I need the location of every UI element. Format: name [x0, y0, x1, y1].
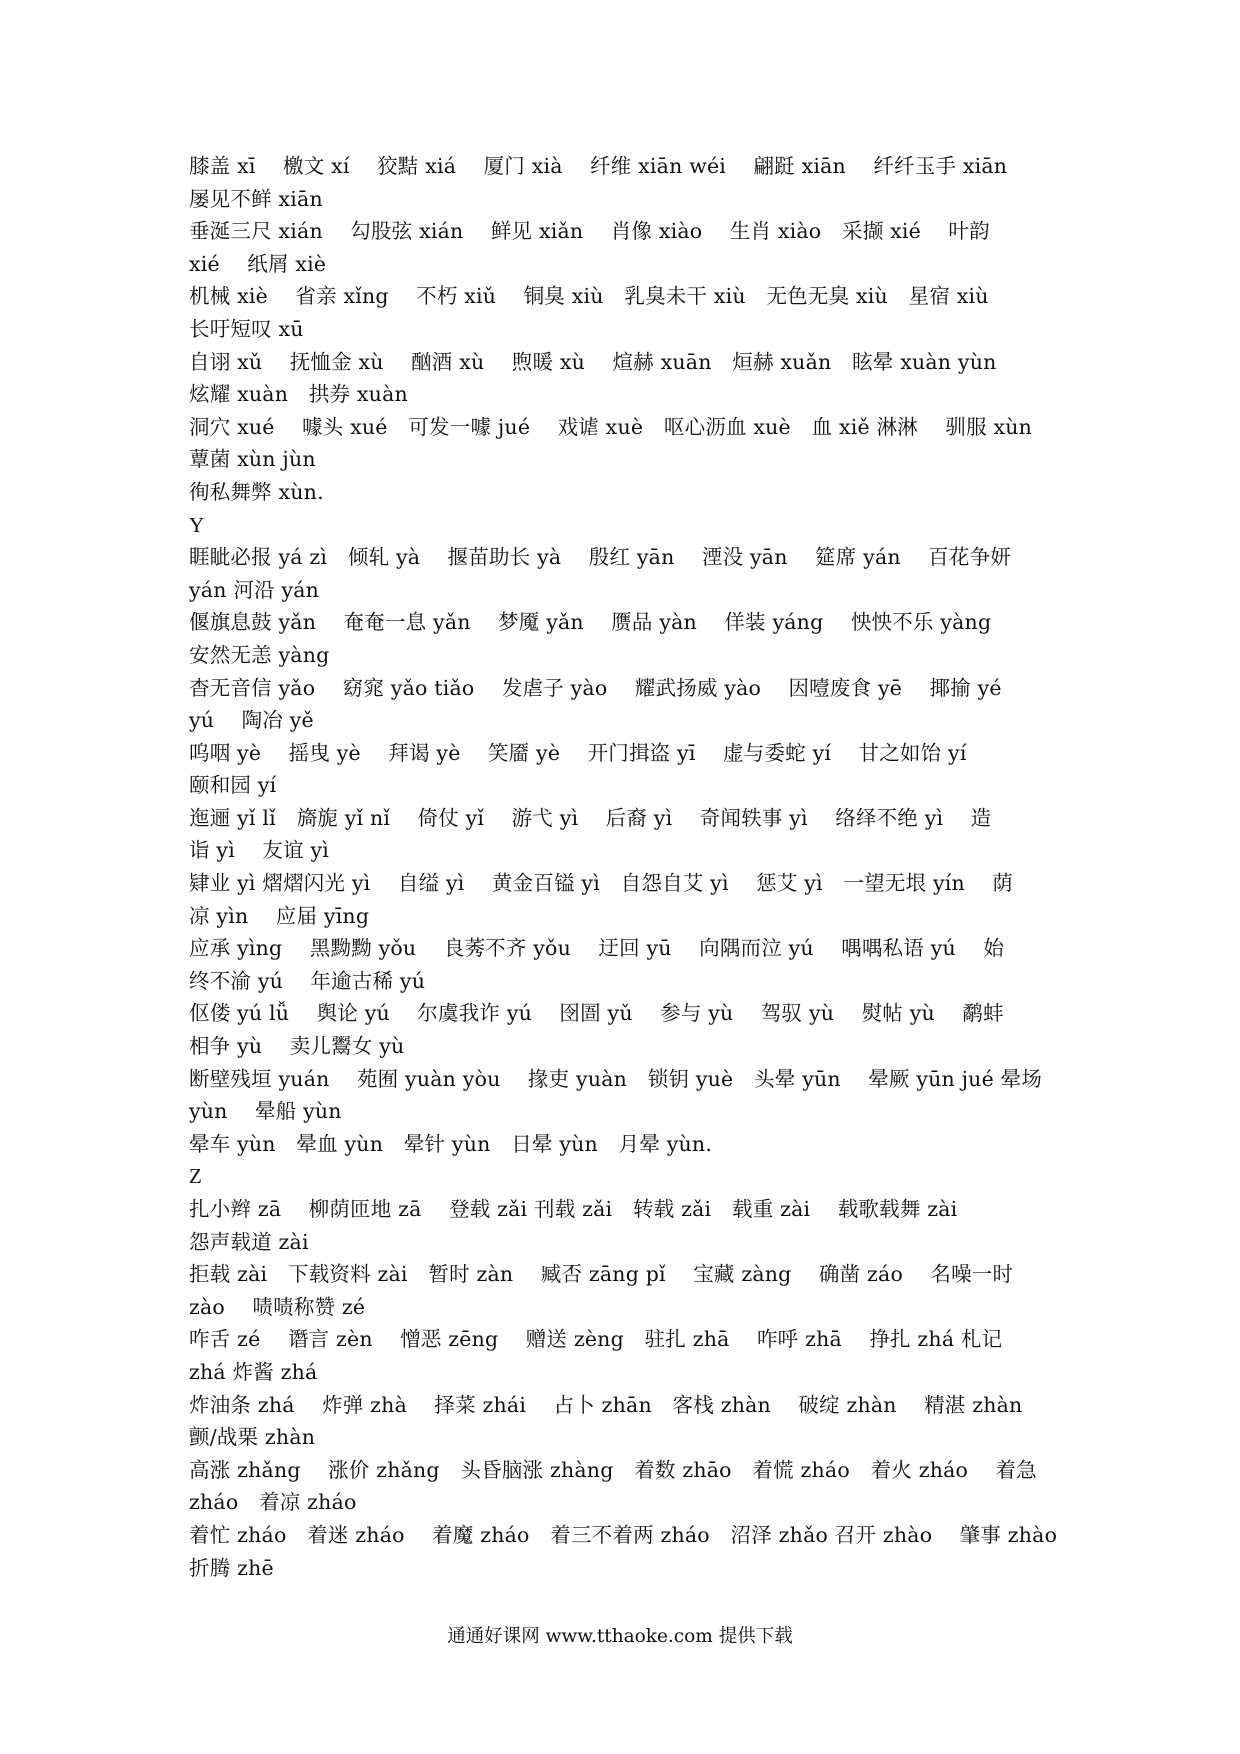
- text-line: 长吁短叹 xū: [189, 316, 304, 341]
- text-line: 颐和园 yí: [189, 773, 277, 798]
- text-line: 扎小辫 zā 柳荫匝地 zā 登载 zǎi 刊载 zǎi 转载 zǎi 载重 zài 载歌载舞 zài: [189, 1197, 958, 1221]
- document-body: [189, 150, 1069, 1584]
- text-line: 应承 yìng 黑黝黝 yǒu 良莠不齐 yǒu 迂回 yū 向隅而泣 yú 喁喁私语 yú 始: [189, 936, 1005, 961]
- text-line: 呜咽 yè 摇曳 yè 拜谒 yè 笑靥 yè 开门揖盗 yī 虚与委蛇 yí 甘之如饴 yí: [189, 740, 967, 765]
- text-line: 机械 xiè 省亲 xǐng 不朽 xiǔ 铜臭 xiù 乳臭未干 xiù 无色无臭 xiù 星宿 xiù: [189, 284, 989, 309]
- text-line: 洞穴 xué 噱头 xué 可发一噱 jué 戏谑 xuè 呕心沥血 xuè 血 xiě 淋淋 驯服 xùn: [189, 414, 1033, 439]
- text-line: 炸油条 zhá 炸弹 zhà 择菜 zhái 占卜 zhān 客栈 zhàn 破绽 zhàn 精湛 zhàn: [189, 1392, 1023, 1417]
- text-line: 蕈菌 xùn jùn: [189, 447, 316, 472]
- text-line: 迤逦 yǐ lǐ 旖旎 yǐ nǐ 倚仗 yǐ 游弋 yì 后裔 yì 奇闻轶事 yì 络绎不绝 yì 造: [189, 805, 992, 830]
- text-line: 伛偻 yú lǚ 舆论 yú 尔虞我诈 yú 囹圄 yǔ 参与 yù 驾驭 yù 熨帖 yù 鹬蚌: [189, 1001, 1004, 1026]
- text-line: yán 河沿 yán: [189, 577, 320, 602]
- text-line: yú 陶冶 yě: [189, 708, 314, 733]
- text-line: xié 纸屑 xiè: [189, 251, 327, 276]
- text-line: 垂涎三尺 xián 勾股弦 xián 鲜见 xiǎn 肖像 xiào 生肖 xiào 采撷 xié 叶韵: [189, 219, 990, 244]
- text-line: zhá 炸酱 zhá: [189, 1359, 318, 1384]
- text-line: 膝盖 xī 檄文 xí 狡黠 xiá 厦门 xià 纤维 xiān wéi 翩跹 xiān 纤纤玉手 xiān: [189, 154, 1008, 178]
- text-line: 自诩 xǔ 抚恤金 xù 酗酒 xù 煦暖 xù 煊赫 xuān 烜赫 xuǎn 眩晕 xuàn yùn: [189, 349, 997, 374]
- text-line: 诣 yì 友谊 yì: [189, 838, 330, 863]
- text-line: 相争 yù 卖儿鬻女 yù: [189, 1034, 405, 1059]
- text-line: 着忙 zháo 着迷 zháo 着魔 zháo 着三不着两 zháo 沼泽 zhǎo 召开 zhào 肇事 zhào: [189, 1522, 1058, 1547]
- section-heading-y: Y: [189, 512, 205, 537]
- text-line: 凉 yìn 应届 yīng: [189, 903, 370, 928]
- section-heading-z: Z: [189, 1164, 203, 1189]
- text-line: 拒载 zài 下载资料 zài 暂时 zàn 臧否 zāng pǐ 宝藏 zàng 确凿 záo 名噪一时: [189, 1262, 1014, 1287]
- text-line: 肄业 yì 熠熠闪光 yì 自缢 yì 黄金百镒 yì 自怨自艾 yì 惩艾 yì 一望无垠 yín 荫: [189, 871, 1014, 896]
- text-line: zào 啧啧称赞 zé: [189, 1294, 366, 1319]
- text-line: 徇私舞弊 xùn.: [189, 479, 324, 504]
- text-line: 颤/战栗 zhàn: [189, 1425, 316, 1450]
- text-line: 断壁残垣 yuán 苑囿 yuàn yòu 掾吏 yuàn 锁钥 yuè 头晕 yūn 晕厥 yūn jué 晕场: [189, 1066, 1043, 1091]
- text-line: 屡见不鲜 xiān: [189, 186, 323, 211]
- text-line: 杳无音信 yǎo 窈窕 yǎo tiǎo 发虐子 yào 耀武扬威 yào 因噎废食 yē 揶揄 yé: [189, 675, 1002, 700]
- text-line: 怨声载道 zài: [189, 1229, 309, 1254]
- text-line: 咋舌 zé 谮言 zèn 憎恶 zēng 赠送 zèng 驻扎 zhā 咋呼 zhā 挣扎 zhá 札记: [189, 1327, 1003, 1352]
- text-line: yùn 晕船 yùn: [189, 1099, 342, 1124]
- text-line: 终不渝 yú 年逾古稀 yú: [189, 968, 426, 993]
- text-line: 偃旗息鼓 yǎn 奄奄一息 yǎn 梦魇 yǎn 赝品 yàn 佯装 yáng 怏怏不乐 yàng: [189, 610, 992, 635]
- text-line: 炫耀 xuàn 拱券 xuàn: [189, 382, 408, 407]
- text-line: 折腾 zhē: [189, 1555, 274, 1580]
- page-footer: 通通好课网 www.tthaoke.com 提供下载: [447, 1626, 793, 1647]
- text-line: zháo 着凉 zháo: [189, 1490, 357, 1515]
- text-line: 安然无恙 yàng: [189, 642, 330, 667]
- text-line: 晕车 yùn 晕血 yùn 晕针 yùn 日晕 yùn 月晕 yùn.: [189, 1131, 713, 1156]
- text-line: 睚眦必报 yá zì 倾轧 yà 揠苗助长 yà 殷红 yān 湮没 yān 筵席 yán 百花争妍: [189, 545, 1011, 570]
- text-line: 高涨 zhǎng 涨价 zhǎng 头昏脑涨 zhàng 着数 zhāo 着慌 zháo 着火 zháo 着急: [189, 1457, 1037, 1482]
